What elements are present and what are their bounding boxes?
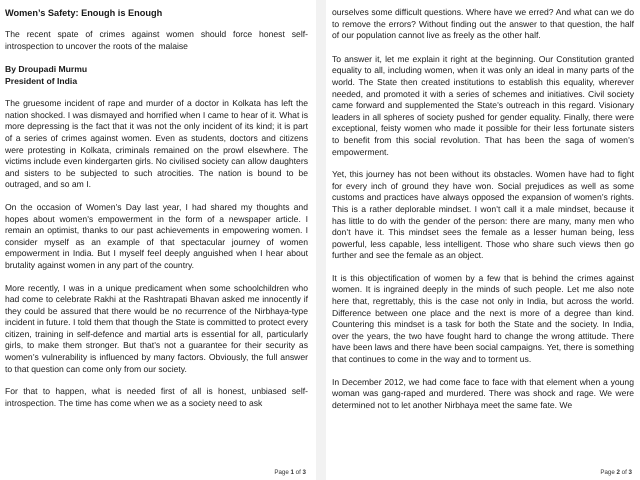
paragraph: It is this objectification of women by a few that is behind the crimes against women. It is ingrained deeply in the minds of such people. Let me also note here that, regrettably, this is the case not only in India, but across the world. Difference between one place and the next is more of a degree than kind. Countering this mindset is a task for both the State and the society. In India, over the years, the two have fought hard to change the wrong attitude. There have been laws and there have been social campaigns. Yet, there is something that continues to come in the way and to torment us. [332,272,634,365]
document-page-2 [326,0,640,480]
paragraph: For that to happen, what is needed first of all is honest, unbiased self-introspection. The time has come when we as a society need to ask [5,386,308,408]
document-page-1 [0,0,316,480]
paragraph: The gruesome incident of rape and murder of a doctor in Kolkata has left the nation shocked. I was dismayed and horrified when I came to hear of it. What is more depressing is the fact that it was not the only incident of its kind; it is part of a series of crimes against women. Even as students, doctors and citizens were protesting in Kolkata, criminals remained on the prowl elsewhere. The victims include even kindergarten girls. No civilised society can allow daughters and sisters to be subjected to such atrocities. The nation is bound to be outraged, and so am I. [5,98,308,190]
page-number: 1 [290,469,294,476]
paragraph: More recently, I was in a unique predicament when some schoolchildren who had come to celebrate Rakhi at the Rashtrapati Bhavan asked me innocently if they could be assured that there would be no recurrence of the Nirbhaya-type incident in future. I told them that though the State is committed to protect every citizen, training in self-defence and martial arts is essential for all, particularly girls, to make them stronger. But that’s not a guarantee for their security as women’s vulnerability is influenced by many factors. Obviously, the full answer to that question can come only from our society. [5,282,308,374]
article-title: Women’s Safety: Enough is Enough [5,8,163,18]
page-of: of [293,469,303,476]
page-label: Page [600,469,617,476]
paragraph: To answer it, let me explain it right at the beginning. Our Constitution granted equality to all, including women, when it was only an ideal in many parts of the world. The State then created institutions to establish this equality, wherever needed, and promoted it with a series of schemes and initiatives. Civil society came forward and supplemented the State’s outreach in this regard. Visionary leaders in all spheres of society pushed for gender equality. Finally, there were exceptional, feisty women who made it possible for their less fortunate sisters to benefit from this social revolution. That has been the saga of women’s empowerment. [332,53,634,157]
page-number-footer [600,469,632,476]
page-total: 3 [628,469,632,476]
byline-author: By Droupadi Murmu [5,64,88,75]
article-intro: The recent spate of crimes against women should force honest self-introspection to uncover the roots of the malaise [5,29,308,51]
page-gutter [316,0,326,480]
byline-role: President of India [5,75,78,86]
byline [5,64,308,87]
page-of: of [619,469,629,476]
paragraph: In December 2012, we had come face to face with that element when a young woman was gang-raped and murdered. There was shock and rage. We were determined not to let another Nirbhaya meet the same fate. We [332,376,634,410]
page-number-footer [274,469,306,476]
paragraph: On the occasion of Women’s Day last year, I had shared my thoughts and hopes about women’s empowerment in the form of a newspaper article. I remain an optimist, thanks to our past achievements in empowering women. I consider myself as an example of that spectacular journey of women empowerment in India. But I myself feel deeply anguished when I hear about brutality against women in any part of the country. [5,201,308,270]
page-total: 3 [302,469,306,476]
paragraph: ourselves some difficult questions. Where have we erred? And what can we do to remove the errors? Without finding out the answer to that question, the half of our population cannot live as freely as the other half. [332,7,634,41]
paragraph: Yet, this journey has not been without its obstacles. Women have had to fight for every inch of ground they have won. Social prejudices as well as some customs and practices have always opposed the expansion of women’s rights. This is a rather deplorable mindset. I won’t call it a male mindset, because it has little to do with the gender of the person: there are many, many men who don’t have it. This mindset sees the female as a lesser human being, less powerful, less capable, less intelligent. Those who share such views then go further and see the female as an object. [332,169,634,261]
page-number: 2 [616,469,620,476]
page-label: Page [274,469,291,476]
